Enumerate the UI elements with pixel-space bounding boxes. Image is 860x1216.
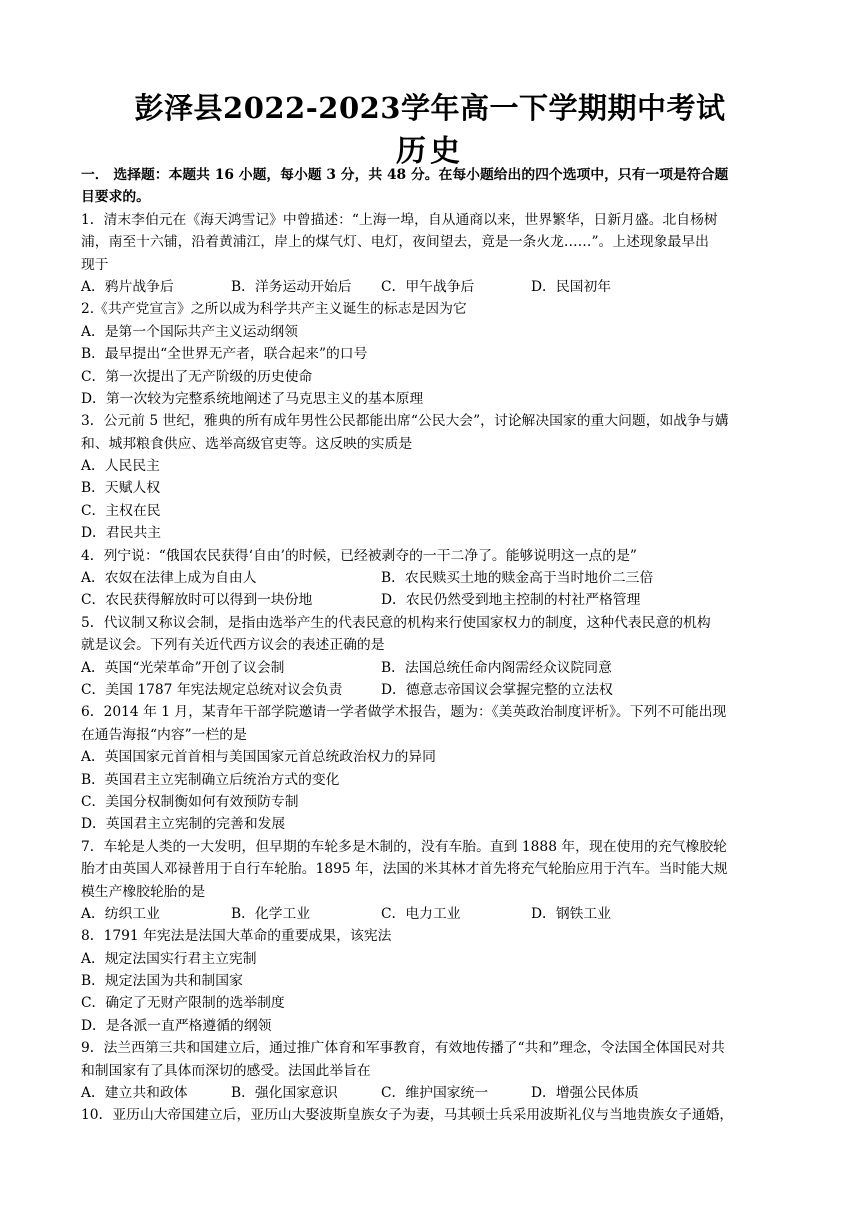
question-4 bbox=[81, 545, 781, 612]
exam-content bbox=[81, 164, 781, 1127]
question-3 bbox=[81, 410, 781, 544]
question-stem-line: 9．法兰西第三共和国建立后，通过推广体育和军事教育，有效地传播了“共和”理念，令法国全体国民对共 bbox=[81, 1040, 725, 1057]
options-row bbox=[81, 567, 781, 589]
question-9 bbox=[81, 1037, 781, 1104]
section-heading-line: 一． 选择题：本题共 16 小题，每小题 3 分，共 48 分。在每小题给出的四个选项中，只有一项是符合题 bbox=[81, 167, 729, 183]
option-d: D．是各派一直严格遵循的纲领 bbox=[81, 1017, 272, 1034]
exam-subject: 历史 bbox=[396, 134, 464, 169]
option-c: C．主权在民 bbox=[81, 502, 161, 519]
option-a: A．人民民主 bbox=[81, 458, 160, 475]
option-d: D．增强公民体质 bbox=[531, 1085, 639, 1102]
option-c: C．维护国家统一 bbox=[381, 1085, 489, 1102]
option-a: A．农奴在法律上成为自由人 bbox=[81, 570, 257, 587]
question-stem-line: 2.《共产党宣言》之所以成为科学共产主义诞生的标志是因为它 bbox=[81, 301, 467, 318]
question-stem-line: 10．亚历山大帝国建立后，亚历山大娶波斯皇族女子为妻，马其顿士兵采用波斯礼仪与当地贵族女子通婚， bbox=[81, 1107, 734, 1124]
option-b: B．最早提出“全世界无产者，联合起来”的口号 bbox=[81, 346, 368, 363]
option-c: C．电力工业 bbox=[381, 905, 461, 922]
question-stem-line: 1．清末李伯元在《海天鸿雪记》中曾描述：“上海一埠，自从通商以来，世界繁华，日新月盛。北自杨树 bbox=[81, 211, 718, 228]
options-row bbox=[81, 589, 781, 611]
question-stem-line: 5．代议制又称议会制，是指由选举产生的代表民意的机构来行使国家权力的制度，这种代表民意的机构 bbox=[81, 614, 711, 631]
question-stem-line: 和制国家有了具体而深切的感受。法国此举旨在 bbox=[81, 1062, 371, 1079]
option-a: A．英国“光荣革命”开创了议会制 bbox=[81, 659, 285, 676]
question-stem-line: 6．2014 年 1 月，某青年干部学院邀请一学者做学术报告，题为：《美英政治制度评析》。下列不可能出现 bbox=[81, 704, 727, 721]
question-stem-line: 4．列宁说：“俄国农民获得‘自由’的时候，已经被剥夺的一干二净了。能够说明这一点的是” bbox=[81, 547, 637, 564]
option-c: C．美国分权制衡如何有效预防专制 bbox=[81, 793, 299, 810]
option-c: C．甲午战争后 bbox=[381, 278, 475, 295]
options-row bbox=[81, 1082, 781, 1104]
option-c: C．美国 1787 年宪法规定总统对议会负责 bbox=[81, 681, 343, 698]
option-b: B．法国总统任命内阁需经众议院同意 bbox=[381, 659, 612, 676]
exam-title: 彭泽县2022-2023学年高一下学期期中考试 bbox=[134, 91, 726, 125]
question-stem-line: 浦，南至十六铺，沿着黄浦江，岸上的煤气灯、电灯，夜间望去，竟是一条火龙……”。上述现象最早出 bbox=[81, 234, 709, 251]
options-row bbox=[81, 903, 781, 925]
question-10 bbox=[81, 1104, 781, 1126]
option-b: B．规定法国为共和制国家 bbox=[81, 973, 243, 990]
option-d: D．君民共主 bbox=[81, 525, 162, 542]
question-6 bbox=[81, 701, 781, 835]
question-stem-line: 7．车轮是人类的一大发明，但早期的车轮多是木制的，没有车胎。直到 1888 年，现在使用的充气橡胶轮 bbox=[81, 838, 727, 855]
option-a: A．英国国家元首首相与美国国家元首总统政治权力的异同 bbox=[81, 749, 436, 766]
question-7 bbox=[81, 836, 781, 926]
question-5 bbox=[81, 612, 781, 702]
question-stem-line: 现于 bbox=[81, 256, 109, 273]
option-d: D．农民仍然受到地主控制的村社严格管理 bbox=[381, 592, 641, 609]
option-a: A．鸦片战争后 bbox=[81, 278, 174, 295]
option-c: C．确定了无财产限制的选举制度 bbox=[81, 995, 285, 1012]
option-b: B．洋务运动开始后 bbox=[231, 278, 352, 295]
question-stem-line: 就是议会。下列有关近代西方议会的表述正确的是 bbox=[81, 637, 385, 654]
question-8 bbox=[81, 925, 781, 1037]
option-d: D．英国君主立宪制的完善和发展 bbox=[81, 816, 286, 833]
option-d: D．钢铁工业 bbox=[531, 905, 612, 922]
question-stem-line: 胎才由英国人邓禄普用于自行车轮胎。1895 年，法国的米其林才首先将充气轮胎应用于汽车。当时能大规 bbox=[81, 861, 728, 878]
question-stem-line: 在通告海报“内容”一栏的是 bbox=[81, 726, 247, 743]
option-d: D．德意志帝国议会掌握完整的立法权 bbox=[381, 681, 613, 698]
option-c: C．第一次提出了无产阶级的历史使命 bbox=[81, 368, 313, 385]
question-2 bbox=[81, 298, 781, 410]
question-stem-line: 3．公元前 5 世纪，雅典的所有成年男性公民都能出席“公民大会”，讨论解决国家的重大问题，如战争与媾 bbox=[81, 413, 729, 430]
option-d: D．第一次较为完整系统地阐述了马克思主义的基本原理 bbox=[81, 390, 424, 407]
option-b: B．化学工业 bbox=[231, 905, 311, 922]
question-stem-line: 模生产橡胶轮胎的是 bbox=[81, 883, 206, 900]
option-b: B．农民赎买土地的赎金高于当时地价二三倍 bbox=[381, 570, 654, 587]
question-1 bbox=[81, 209, 781, 299]
option-a: A．建立共和政体 bbox=[81, 1085, 188, 1102]
option-b: B．强化国家意识 bbox=[231, 1085, 338, 1102]
options-row bbox=[81, 276, 781, 298]
option-c: C．农民获得解放时可以得到一块份地 bbox=[81, 592, 313, 609]
option-b: B．天赋人权 bbox=[81, 480, 161, 497]
options-row bbox=[81, 679, 781, 701]
section-heading-line: 目要求的。 bbox=[81, 189, 150, 206]
question-stem-line: 8．1791 年宪法是法国大革命的重要成果，该宪法 bbox=[81, 928, 392, 945]
option-d: D．民国初年 bbox=[531, 278, 612, 295]
options-row bbox=[81, 657, 781, 679]
option-b: B．英国君主立宪制确立后统治方式的变化 bbox=[81, 771, 340, 788]
option-a: A．是第一个国际共产主义运动纲领 bbox=[81, 323, 298, 340]
option-a: A．纺织工业 bbox=[81, 905, 160, 922]
question-stem-line: 和、城邦粮食供应、选举高级官吏等。这反映的实质是 bbox=[81, 435, 413, 452]
option-a: A．规定法国实行君主立宪制 bbox=[81, 950, 257, 967]
